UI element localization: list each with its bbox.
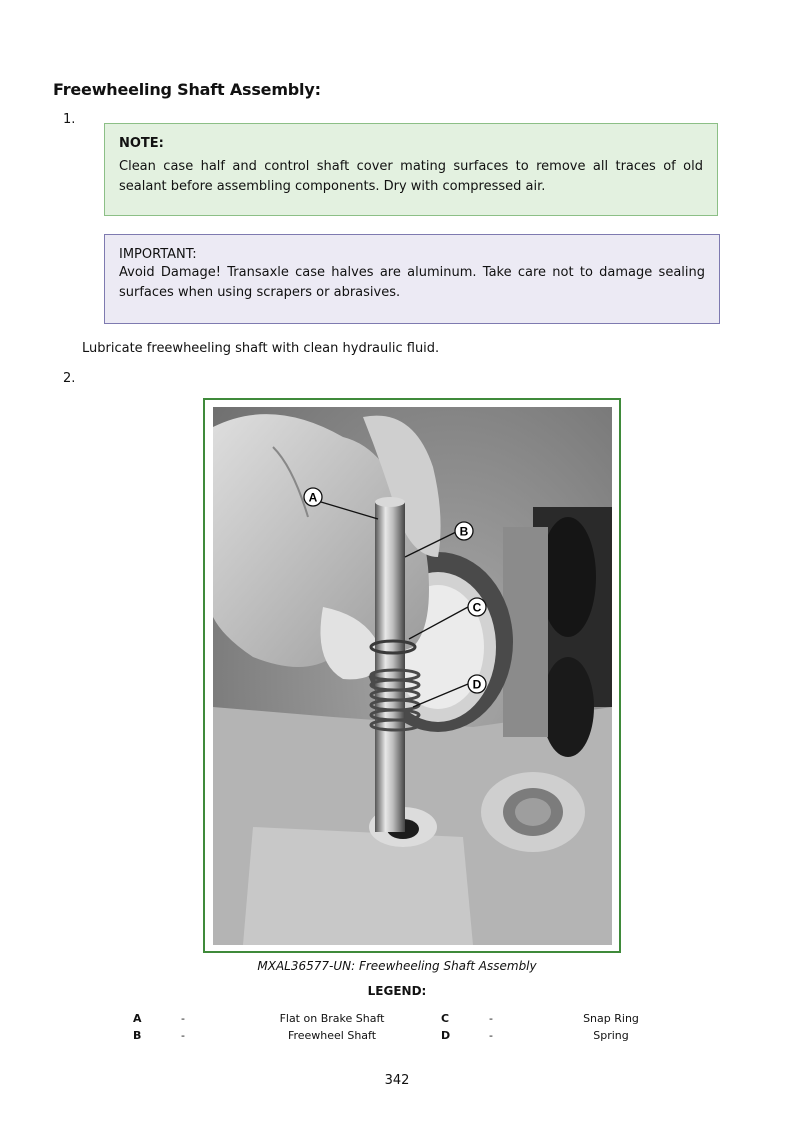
legend-label-c: Snap Ring	[583, 1012, 639, 1025]
legend-letter-c: C	[441, 1012, 450, 1025]
important-box	[104, 234, 720, 324]
legend-dash: -	[181, 1012, 185, 1025]
section-heading: Freewheeling Shaft Assembly:	[53, 80, 321, 99]
note-title: NOTE:	[119, 136, 164, 151]
step-number-2: 2.	[63, 371, 76, 386]
legend-dash: -	[489, 1029, 493, 1042]
svg-text:C: C	[472, 600, 482, 615]
important-text: Avoid Damage! Transaxle case halves are aluminum. Take care not to damage sealing surfaces when using scrapers or abrasives.	[119, 265, 705, 300]
callout-c	[468, 598, 486, 616]
svg-text:B: B	[459, 524, 469, 539]
figure-frame	[203, 398, 621, 953]
legend-label-a: Flat on Brake Shaft	[279, 1012, 385, 1025]
instruction-text: Lubricate freewheeling shaft with clean hydraulic fluid.	[82, 341, 440, 356]
legend-letter-a: A	[133, 1012, 142, 1025]
legend-label-b: Freewheel Shaft	[287, 1029, 377, 1042]
svg-text:D: D	[472, 677, 482, 692]
note-text: Clean case half and control shaft cover mating surfaces to remove all traces of old sealant before assembling components. Dry with compressed air.	[119, 159, 703, 194]
callout-b	[455, 522, 473, 540]
legend-title: LEGEND:	[367, 984, 427, 998]
figure-caption: MXAL36577-UN: Freewheeling Shaft Assembly	[257, 959, 537, 973]
legend-dash: -	[181, 1029, 185, 1042]
legend-letter-d: D	[441, 1029, 451, 1042]
callout-d	[468, 675, 486, 693]
step-number-1: 1.	[63, 112, 76, 127]
note-box	[104, 123, 718, 216]
freewheeling-shaft-photo	[213, 407, 612, 945]
page-number: 342	[384, 1073, 410, 1088]
svg-text:A: A	[308, 490, 318, 505]
legend-letter-b: B	[133, 1029, 142, 1042]
legend-label-d: Spring	[593, 1029, 629, 1042]
legend-dash: -	[489, 1012, 493, 1025]
callout-a	[304, 488, 322, 506]
important-title: IMPORTANT:	[119, 247, 197, 262]
